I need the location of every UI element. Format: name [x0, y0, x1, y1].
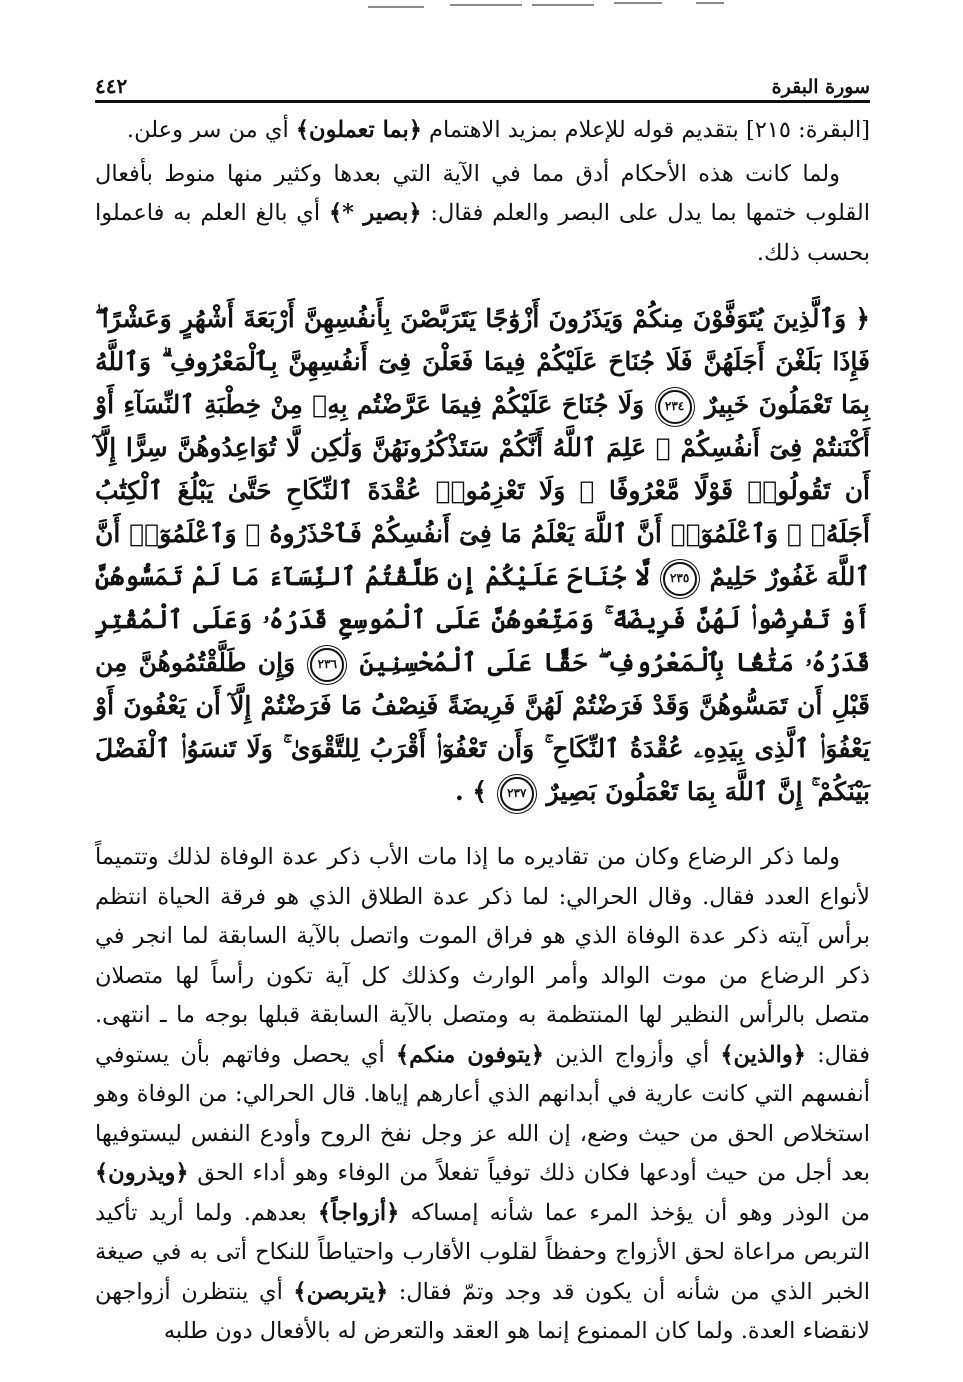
paragraph-text: أي بالغ العلم به فاعملوا بحسب ذلك.	[95, 200, 870, 266]
commentary-paragraph	[95, 838, 870, 1352]
verse-end-marker-icon: ٢٣٥	[663, 562, 697, 596]
commentary-text: أي يحصل وفاتهم بأن يستوفي أنفسهم التي كانت عارية في أبدانهم الذي أعارهم إياها. قال الحرالي: من الوفاة وهو استخلاص الحق من حيث وضع، إن الله عز وجل نفخ الروح وأودع النفس ليستوفيها بعد أجل من حيث أودعها فكان ذلك توفياً تفعلاً من الوفاء وهو أداء الحق	[95, 1041, 870, 1186]
open-bracket-ornament: ﴿	[855, 304, 870, 333]
verse-237: وَإِن طَلَّقْتُمُوهُنَّ مِن قَبْلِ أَن تَمَسُّوهُنَّ وَقَدْ فَرَضْتُمْ لَهُنَّ فَرِيضَةً فَنِصْفُ مَا فَرَضْتُمْ إِلَّآ أَن يَعْفُونَ أَوْ يَعْفُوَا۟ ٱلَّذِى بِيَدِهِۦ عُقْدَةُ ٱلنِّكَاحِ ۚ وَأَن تَعْفُوٓا۟ أَقْرَبُ لِلتَّقْوَىٰ ۚ وَلَا تَنسَوُا۟ ٱلْفَضْلَ بَيْنَكُمْ ۚ إِنَّ ٱللَّهَ بِمَا تَعْمَلُونَ بَصِيرٌ	[95, 648, 870, 806]
quoted-phrase: ﴿والذين﴾	[720, 1041, 806, 1068]
intro-paragraph	[95, 155, 870, 274]
quoted-phrase: ﴿ويذرون﴾	[95, 1160, 189, 1186]
intro-line	[95, 111, 870, 151]
quran-verses-block	[95, 297, 870, 813]
commentary-text: أي وأزواج الذين	[543, 1041, 721, 1068]
verse-234: وَٱلَّذِينَ يُتَوَفَّوْنَ مِنكُمْ وَيَذَرُونَ أَزْوَٰجًا يَتَرَبَّصْنَ بِأَنفُسِهِنَّ أَرْبَعَةَ أَشْهُرٍ وَعَشْرًا ۖ فَإِذَا بَلَغْنَ أَجَلَهُنَّ فَلَا جُنَاحَ عَلَيْكُمْ فِيمَا فَعَلْنَ فِىٓ أَنفُسِهِنَّ بِٱلْمَعْرُوفِ ۗ وَٱللَّهُ بِمَا تَعْمَلُونَ خَبِيرٌ	[95, 304, 870, 419]
verse-end-marker-icon: ٢٣٦	[310, 648, 344, 682]
verse-end-marker-icon: ٢٣٧	[500, 777, 534, 811]
running-header	[95, 68, 870, 103]
quoted-phrase: ﴿بصير *﴾	[328, 200, 422, 226]
verse-236: لَّا جُنَاحَ عَلَيْكُمْ إِن طَلَّقْتُمُ ٱلنِّسَآءَ مَا لَمْ تَمَسُّوهُنَّ أَوْ تَفْرِضُوا۟ لَهُنَّ فَرِيضَةً ۚ وَمَتِّعُوهُنَّ عَلَى ٱلْمُوسِعِ قَدَرُهُۥ وَعَلَى ٱلْمُقْتِرِ قَدَرُهُۥ مَتَٰعًۢا بِٱلْمَعْرُوفِ ۖ حَقًّا عَلَى ٱلْمُحْسِنِينَ	[95, 562, 870, 677]
commentary-text: من الوذر وهو أن يؤخذ المرء عما شأنه إمساكه	[399, 1199, 870, 1226]
commentary-text: ولما ذكر الرضاع وكان من تقاديره ما إذا مات الأب ذكر عدة الوفاة لذلك وتتميماً لأنواع العدد فقال. وقال الحرالي: لما ذكر عدة الطلاق الذي هو فرقة الحياة انتظم برأس آيته ذكر عدة الوفاة الذي هو فراق الموت واتصل بالآية السابقة لما انجر في ذكر الرضاع من موت الوالد وأمر الوارث وكذلك كل آية تكون رأساً لها متصلان متصل بالرأس النظير لها المنتظمة به ومتصل بالآية السابقة قبلها بوجه ما ـ انتهى. فقال:	[95, 844, 870, 1068]
quoted-phrase: ﴿أزواجاً﴾	[317, 1199, 400, 1226]
intro-text: [البقرة: ٢١٥] بتقديم قوله للإعلام بمزيد الاهتمام	[421, 117, 870, 143]
scan-artifacts	[0, 2, 963, 8]
commentary-text: أي ينتظرن أزواجهن لانقضاء العدة. ولما كان الممنوع إنما هو العقد والتعرض له بالأفعال دون طلبه	[95, 1278, 870, 1344]
quoted-phrase: ﴿بما تعملون﴾	[295, 117, 422, 143]
intro-text: أي من سر وعلن.	[126, 117, 296, 143]
verse-235: وَلَا جُنَاحَ عَلَيْكُمْ فِيمَا عَرَّضْتُم بِهِۦ مِنْ خِطْبَةِ ٱلنِّسَآءِ أَوْ أَكْنَنتُمْ فِىٓ أَنفُسِكُمْ ۚ عَلِمَ ٱللَّهُ أَنَّكُمْ سَتَذْكُرُونَهُنَّ وَلَٰكِن لَّا تُوَاعِدُوهُنَّ سِرًّا إِلَّآ أَن تَقُولُوا۟ قَوْلًا مَّعْرُوفًا ۚ وَلَا تَعْزِمُوا۟ عُقْدَةَ ٱلنِّكَاحِ حَتَّىٰ يَبْلُغَ ٱلْكِتَٰبُ أَجَلَهُۥ ۚ وَٱعْلَمُوٓا۟ أَنَّ ٱللَّهَ يَعْلَمُ مَا فِىٓ أَنفُسِكُمْ فَٱحْذَرُوهُ ۚ وَٱعْلَمُوٓا۟ أَنَّ ٱللَّهَ غَفُورٌ حَلِيمٌ	[95, 390, 870, 591]
surah-title: سورة البقرة	[771, 76, 870, 98]
close-bracket-ornament: ﴾ .	[454, 777, 488, 806]
book-page	[95, 68, 870, 1352]
verse-end-marker-icon: ٢٣٤	[658, 390, 692, 424]
page-number: ٤٤٢	[95, 74, 128, 98]
quoted-phrase: ﴿يتوفون منكم﴾	[395, 1041, 544, 1068]
quoted-phrase: ﴿يتربصن﴾	[293, 1278, 389, 1305]
paragraph-text: ولما كانت هذه الأحكام أدق مما في الآية التي بعدها وكثير منها منوط بأفعال القلوب ختمها بما يدل على البصر والعلم فقال:	[95, 160, 870, 226]
commentary-text: بعدهم. ولما أريد تأكيد التربص مراعاة لحق الأزواج وحفظاً لقلوب الأقارب واحتياطاً للنكاح أتى به في صيغة الخبر الذي من شأنه أن يكون قد وجد وتمّ فقال:	[95, 1199, 870, 1305]
